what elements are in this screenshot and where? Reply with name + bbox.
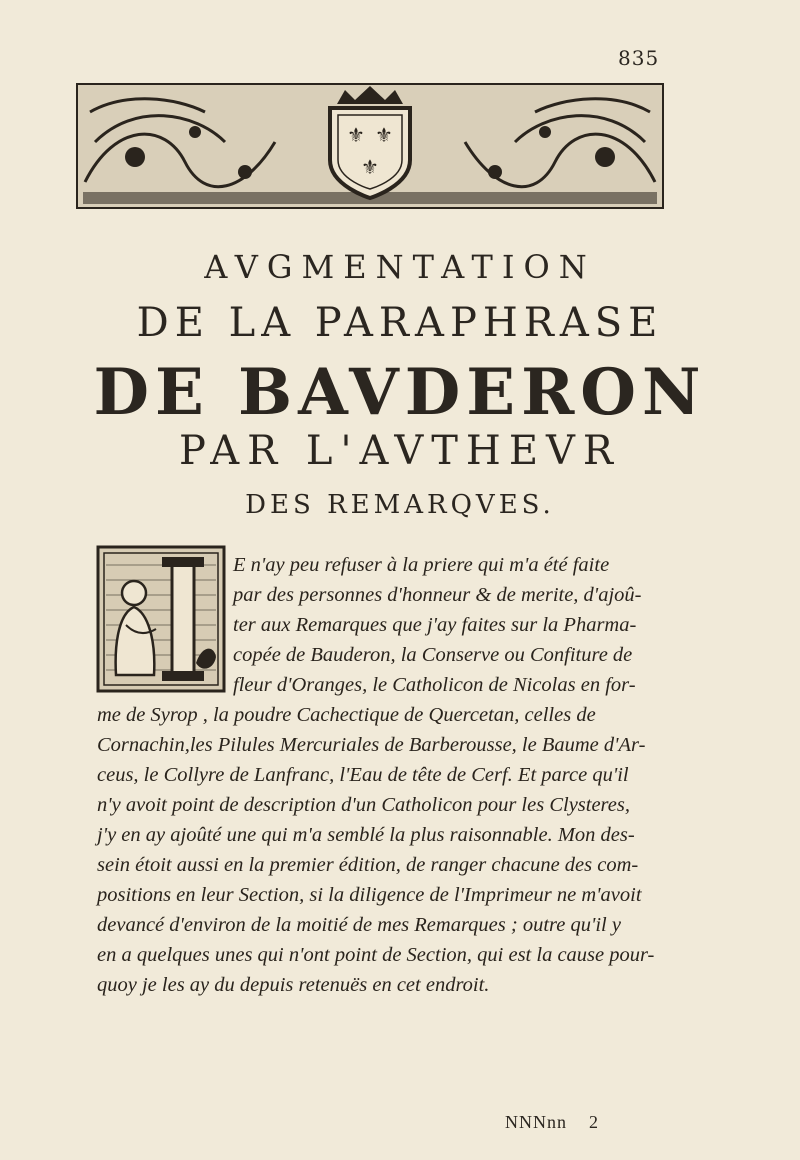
title-line-4: PAR L'AVTHEVR [178, 428, 622, 474]
svg-text:⚜: ⚜ [347, 123, 365, 147]
body-line-6: me de Syrop , la poudre Cachectique de Quercetan, celles de [97, 704, 596, 726]
body-line-10: j'y en ay ajoûté une qui m'a semblé la plus raisonnable. Mon des- [97, 824, 635, 846]
body-line-7: Cornachin,les Pilules Mercuriales de Barberousse, le Baume d'Ar- [97, 734, 646, 756]
body-line-12: positions en leur Section, si la diligence de l'Imprimeur ne m'avoit [97, 884, 642, 906]
title-line-2: DE LA PARAPHRASE [136, 300, 664, 346]
svg-text:⚜: ⚜ [375, 123, 393, 147]
title-line-5: DES REMARQVES. [245, 490, 555, 520]
body-line-4: copée de Bauderon, la Conserve ou Confiture de [233, 644, 633, 666]
body-line-8: ceus, le Collyre de Lanfranc, l'Eau de tête de Cerf. Et parce qu'il [97, 764, 629, 786]
body-line-14: en a quelques unes qui n'ont point de Section, qui est la cause pour- [97, 944, 655, 966]
signature-text: NNNnn [505, 1112, 567, 1132]
body-line-3: ter aux Remarques que j'ay faites sur la Pharma- [233, 614, 637, 636]
royal-arms-headpiece [75, 82, 665, 210]
body-paragraph [97, 550, 687, 1000]
body-line-1: E n'ay peu refuser à la priere qui m'a été faite [233, 554, 610, 576]
body-line-9: n'y avoit point de description d'un Catholicon pour les Clysteres, [97, 794, 630, 816]
title-line-3: DE BAVDERON [93, 355, 707, 430]
title-line-1: AVGMENTATION [204, 248, 596, 286]
body-line-13: devancé d'environ de la moitié de mes Remarques ; outre qu'il y [97, 914, 621, 936]
svg-text:⚜: ⚜ [361, 155, 379, 179]
body-line-15: quoy je les ay du depuis retenuës en cet endroit. [97, 974, 490, 996]
body-line-5: fleur d'Oranges, le Catholicon de Nicolas en for- [233, 674, 636, 696]
body-line-11: sein étoit aussi en la premier édition, de ranger chacune des com- [97, 854, 639, 876]
signature-mark [505, 1112, 599, 1133]
page-number: 835 [618, 46, 660, 70]
signature-number: 2 [589, 1112, 599, 1132]
body-line-2: par des personnes d'honneur & de merite, d'ajoû- [233, 584, 642, 606]
